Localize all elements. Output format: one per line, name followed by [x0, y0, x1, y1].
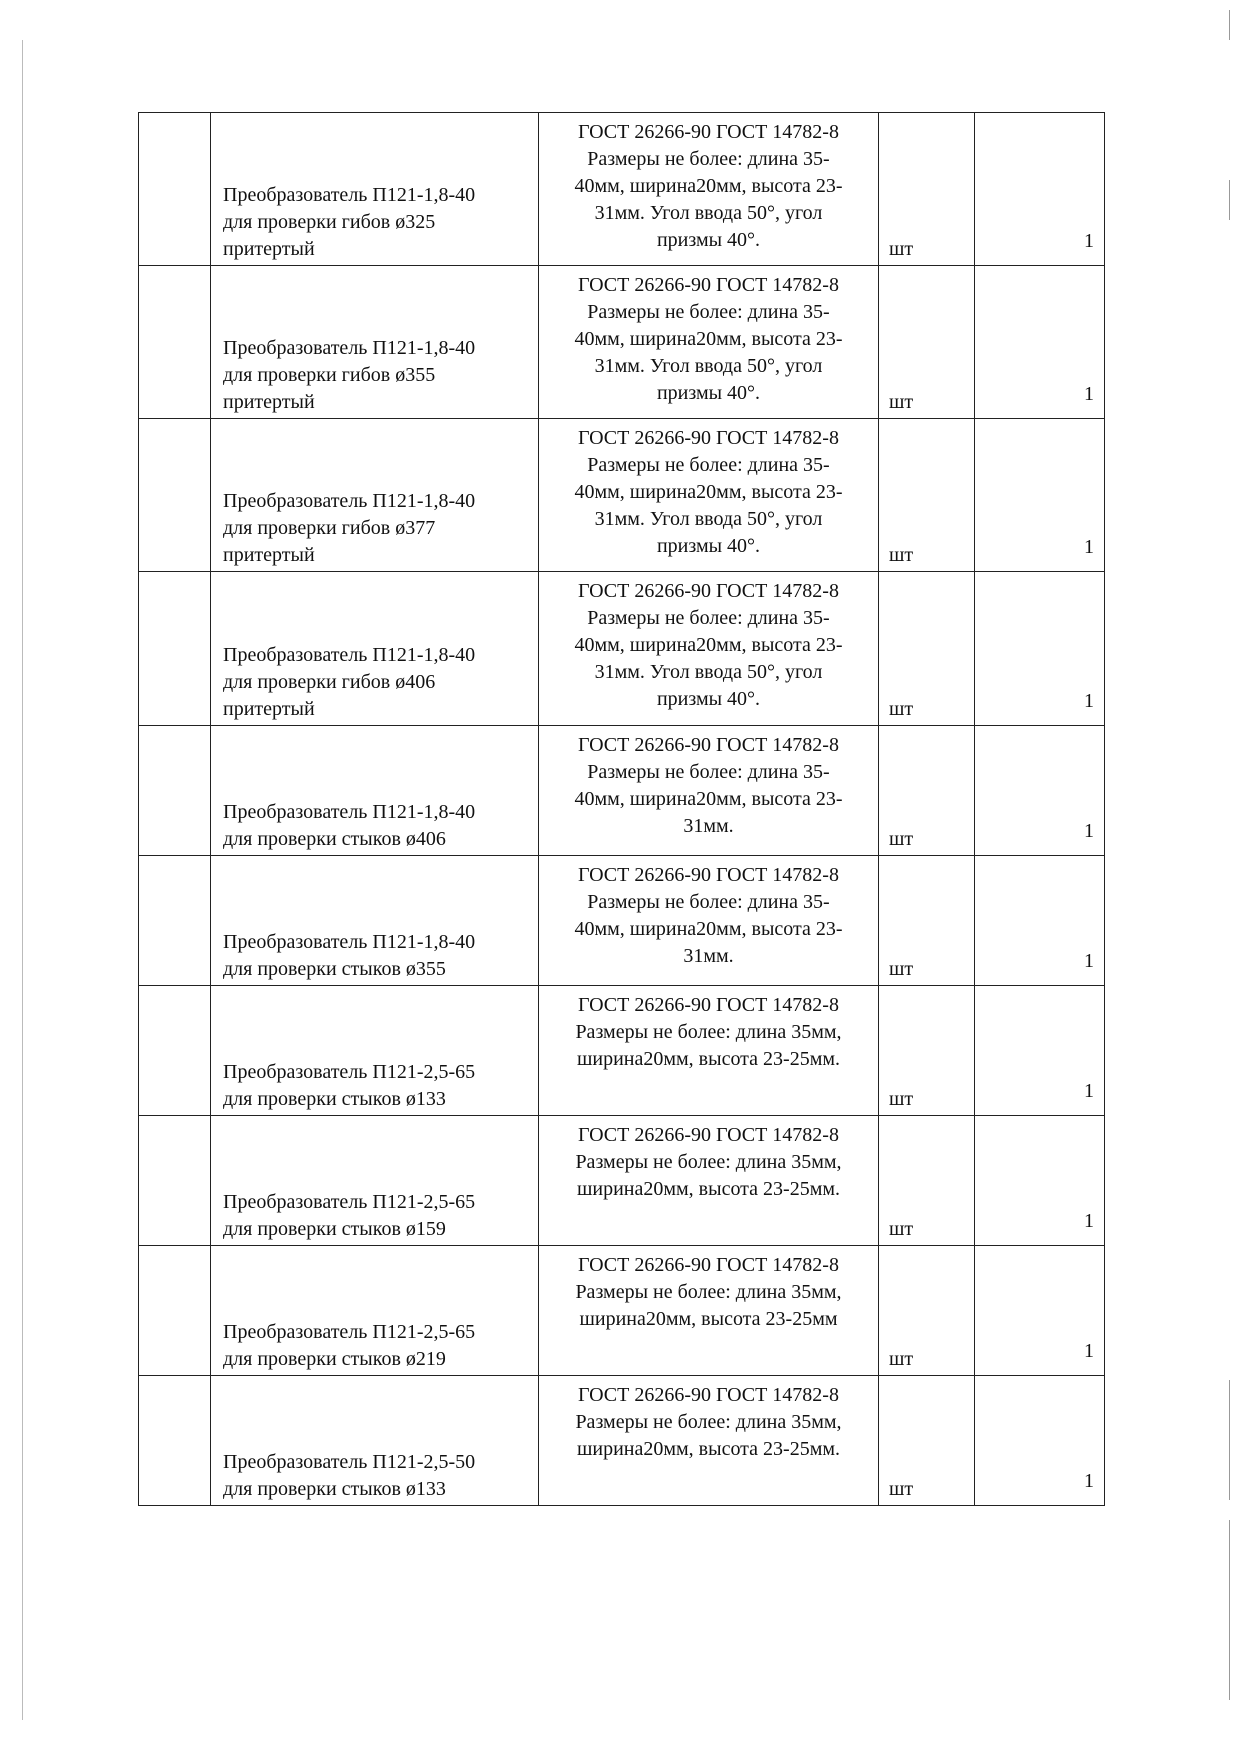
- specification-table-body: [139, 113, 1105, 1506]
- item-name-cell: [211, 1376, 539, 1506]
- item-name-cell: [211, 726, 539, 856]
- item-name-line: для проверки стыков ø355: [223, 958, 446, 980]
- table-row: [139, 113, 1105, 266]
- item-spec-cell: [539, 1376, 879, 1506]
- item-spec-line: 40мм, ширина20мм, высота 23-: [574, 918, 843, 940]
- item-name-line: притертый: [223, 238, 315, 260]
- item-name-cell: [211, 856, 539, 986]
- row-number-cell: [139, 419, 211, 572]
- item-unit-cell: шт: [879, 266, 975, 419]
- item-spec-line: ширина20мм, высота 23-25мм.: [576, 1178, 841, 1200]
- item-unit-cell: шт: [879, 856, 975, 986]
- item-name-line: Преобразователь П121-2,5-65: [223, 1191, 476, 1213]
- row-number-cell: [139, 572, 211, 726]
- item-spec-line: ГОСТ 26266-90 ГОСТ 14782-8: [578, 994, 839, 1016]
- item-quantity-cell: 1: [975, 856, 1105, 986]
- item-quantity-cell: 1: [975, 1116, 1105, 1246]
- item-spec-line: Размеры не более: длина 35-: [587, 761, 830, 783]
- row-number-cell: [139, 1246, 211, 1376]
- item-spec-line: 31мм. Угол ввода 50°, угол: [594, 508, 823, 530]
- item-unit-cell: шт: [879, 113, 975, 266]
- row-number-cell: [139, 113, 211, 266]
- item-name-cell: [211, 266, 539, 419]
- item-spec-cell: [539, 113, 879, 266]
- scan-mark: [1229, 180, 1230, 220]
- item-spec-line: 31мм.: [683, 815, 734, 837]
- item-spec-line: 31мм. Угол ввода 50°, угол: [594, 355, 823, 377]
- item-name-line: притертый: [223, 544, 315, 566]
- item-name-line: притертый: [223, 698, 315, 720]
- item-spec-line: 40мм, ширина20мм, высота 23-: [574, 634, 843, 656]
- item-spec-cell: [539, 986, 879, 1116]
- item-name-line: для проверки гибов ø355: [223, 364, 436, 386]
- table-row: [139, 1376, 1105, 1506]
- item-spec-line: Размеры не более: длина 35мм,: [575, 1411, 842, 1433]
- row-number-cell: [139, 266, 211, 419]
- item-unit-cell: шт: [879, 726, 975, 856]
- item-spec-line: ГОСТ 26266-90 ГОСТ 14782-8: [578, 1384, 839, 1406]
- scan-mark: [1229, 1380, 1230, 1500]
- row-number-cell: [139, 1376, 211, 1506]
- item-spec-line: призмы 40°.: [656, 229, 761, 251]
- item-unit-cell: шт: [879, 986, 975, 1116]
- item-quantity-cell: 1: [975, 266, 1105, 419]
- item-name-line: для проверки стыков ø133: [223, 1478, 446, 1500]
- item-name-line: Преобразователь П121-1,8-40: [223, 490, 476, 512]
- item-name-cell: [211, 1116, 539, 1246]
- item-spec-cell: [539, 419, 879, 572]
- item-name-line: Преобразователь П121-1,8-40: [223, 801, 476, 823]
- item-spec-line: 31мм. Угол ввода 50°, угол: [594, 661, 823, 683]
- item-spec-line: Размеры не более: длина 35-: [587, 607, 830, 629]
- item-name-line: для проверки гибов ø406: [223, 671, 436, 693]
- item-name-line: для проверки стыков ø406: [223, 828, 446, 850]
- item-name-line: для проверки гибов ø377: [223, 517, 436, 539]
- table-row: [139, 572, 1105, 726]
- item-spec-line: призмы 40°.: [656, 535, 761, 557]
- item-unit-cell: шт: [879, 1376, 975, 1506]
- item-spec-line: Размеры не более: длина 35-: [587, 301, 830, 323]
- item-spec-line: ГОСТ 26266-90 ГОСТ 14782-8: [578, 1124, 839, 1146]
- item-name-line: Преобразователь П121-2,5-50: [223, 1451, 476, 1473]
- row-number-cell: [139, 726, 211, 856]
- scan-mark: [1229, 1520, 1230, 1700]
- table-row: [139, 726, 1105, 856]
- row-number-cell: [139, 986, 211, 1116]
- item-spec-cell: [539, 856, 879, 986]
- item-spec-line: ширина20мм, высота 23-25мм.: [576, 1048, 841, 1070]
- item-name-line: для проверки гибов ø325: [223, 211, 436, 233]
- item-spec-line: ГОСТ 26266-90 ГОСТ 14782-8: [578, 121, 839, 143]
- item-spec-line: 40мм, ширина20мм, высота 23-: [574, 481, 843, 503]
- item-spec-line: призмы 40°.: [656, 382, 761, 404]
- item-name-cell: [211, 1246, 539, 1376]
- item-spec-line: Размеры не более: длина 35-: [587, 148, 830, 170]
- table-row: [139, 986, 1105, 1116]
- specification-table: [138, 112, 1105, 1506]
- item-name-line: Преобразователь П121-1,8-40: [223, 931, 476, 953]
- item-spec-line: Размеры не более: длина 35мм,: [575, 1151, 842, 1173]
- item-spec-line: призмы 40°.: [656, 688, 761, 710]
- item-name-line: притертый: [223, 391, 315, 413]
- item-spec-line: ГОСТ 26266-90 ГОСТ 14782-8: [578, 734, 839, 756]
- item-unit-cell: шт: [879, 1246, 975, 1376]
- item-quantity-cell: 1: [975, 726, 1105, 856]
- scan-margin-line: [22, 40, 23, 1720]
- item-quantity-cell: 1: [975, 572, 1105, 726]
- item-name-line: для проверки стыков ø219: [223, 1348, 446, 1370]
- item-spec-cell: [539, 266, 879, 419]
- item-unit-cell: шт: [879, 572, 975, 726]
- item-spec-line: ширина20мм, высота 23-25мм.: [576, 1438, 841, 1460]
- table-row: [139, 419, 1105, 572]
- item-spec-line: 40мм, ширина20мм, высота 23-: [574, 175, 843, 197]
- item-quantity-cell: 1: [975, 113, 1105, 266]
- item-spec-line: ширина20мм, высота 23-25мм: [579, 1308, 838, 1330]
- scan-mark: [1229, 10, 1230, 40]
- table-row: [139, 856, 1105, 986]
- item-spec-line: Размеры не более: длина 35-: [587, 891, 830, 913]
- item-spec-cell: [539, 726, 879, 856]
- table-row: [139, 266, 1105, 419]
- item-spec-line: Размеры не более: длина 35-: [587, 454, 830, 476]
- item-name-cell: [211, 986, 539, 1116]
- item-name-line: для проверки стыков ø133: [223, 1088, 446, 1110]
- item-spec-line: 40мм, ширина20мм, высота 23-: [574, 788, 843, 810]
- item-name-line: Преобразователь П121-1,8-40: [223, 644, 476, 666]
- item-spec-line: ГОСТ 26266-90 ГОСТ 14782-8: [578, 427, 839, 449]
- item-spec-line: ГОСТ 26266-90 ГОСТ 14782-8: [578, 1254, 839, 1276]
- item-spec-cell: [539, 1246, 879, 1376]
- item-name-line: Преобразователь П121-1,8-40: [223, 337, 476, 359]
- item-quantity-cell: 1: [975, 1246, 1105, 1376]
- table-row: [139, 1246, 1105, 1376]
- item-spec-line: Размеры не более: длина 35мм,: [575, 1281, 842, 1303]
- item-quantity-cell: 1: [975, 419, 1105, 572]
- item-spec-line: 40мм, ширина20мм, высота 23-: [574, 328, 843, 350]
- item-spec-line: Размеры не более: длина 35мм,: [575, 1021, 842, 1043]
- item-name-line: для проверки стыков ø159: [223, 1218, 446, 1240]
- item-spec-cell: [539, 572, 879, 726]
- item-name-line: Преобразователь П121-2,5-65: [223, 1321, 476, 1343]
- item-spec-line: ГОСТ 26266-90 ГОСТ 14782-8: [578, 864, 839, 886]
- item-spec-line: ГОСТ 26266-90 ГОСТ 14782-8: [578, 580, 839, 602]
- item-name-cell: [211, 572, 539, 726]
- table-row: [139, 1116, 1105, 1246]
- item-name-line: Преобразователь П121-1,8-40: [223, 184, 476, 206]
- row-number-cell: [139, 1116, 211, 1246]
- item-spec-cell: [539, 1116, 879, 1246]
- item-spec-line: ГОСТ 26266-90 ГОСТ 14782-8: [578, 274, 839, 296]
- item-spec-line: 31мм. Угол ввода 50°, угол: [594, 202, 823, 224]
- item-unit-cell: шт: [879, 419, 975, 572]
- item-quantity-cell: 1: [975, 986, 1105, 1116]
- item-name-line: Преобразователь П121-2,5-65: [223, 1061, 476, 1083]
- item-unit-cell: шт: [879, 1116, 975, 1246]
- item-quantity-cell: 1: [975, 1376, 1105, 1506]
- item-name-cell: [211, 113, 539, 266]
- row-number-cell: [139, 856, 211, 986]
- item-name-cell: [211, 419, 539, 572]
- item-spec-line: 31мм.: [683, 945, 734, 967]
